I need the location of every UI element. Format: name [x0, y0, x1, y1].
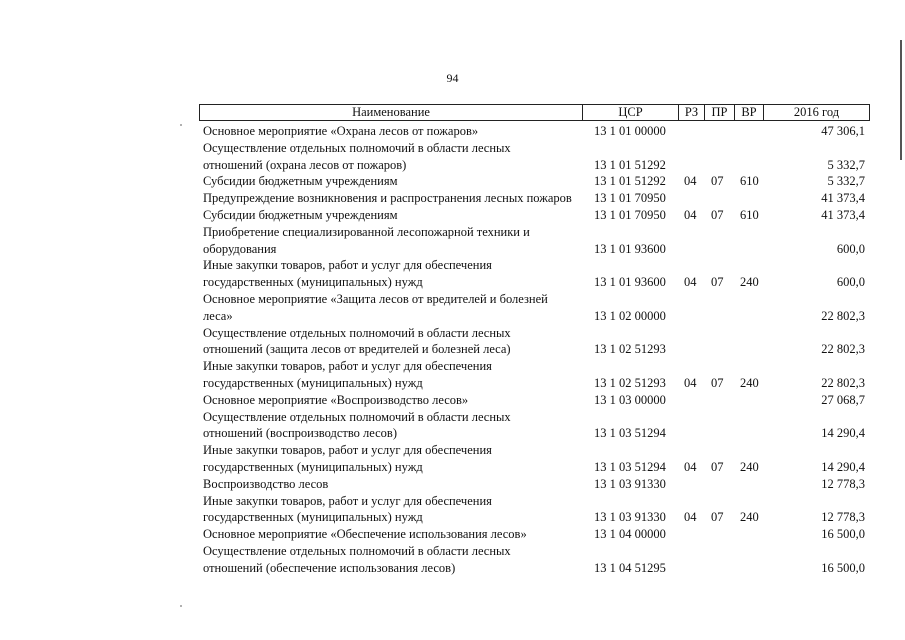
row-amount: 600,0	[836, 241, 865, 256]
row-amount: 27 068,7	[821, 392, 865, 407]
row-rz: 04	[684, 459, 697, 474]
row-amount: 14 290,4	[821, 459, 865, 474]
table-row	[199, 442, 870, 476]
table-row	[199, 291, 870, 325]
table-header	[199, 104, 870, 121]
row-pr: 07	[711, 275, 724, 290]
header-vr: ВР	[735, 105, 764, 120]
row-pr: 07	[711, 510, 724, 525]
table-row	[199, 392, 870, 409]
row-amount: 41 373,4	[821, 207, 865, 222]
row-amount: 16 500,0	[821, 527, 865, 542]
table-row	[199, 140, 870, 174]
row-amount: 12 778,3	[821, 510, 865, 525]
row-pr: 07	[711, 174, 724, 189]
row-amount: 47 306,1	[821, 124, 865, 138]
row-csr: 13 1 04 51295	[594, 560, 666, 575]
row-name: Осуществление отдельных полномочий в области лесных отношений (охрана лесов от пожаров)	[203, 140, 511, 172]
table-row	[199, 224, 870, 258]
row-name: Основное мероприятие «Охрана лесов от пожаров»	[203, 124, 479, 138]
row-csr: 13 1 04 00000	[594, 527, 666, 542]
table-row	[199, 543, 870, 577]
row-vr: 240	[740, 459, 759, 474]
row-vr: 610	[740, 174, 759, 189]
row-vr: 240	[740, 375, 759, 390]
row-name: Основное мероприятие «Воспроизводство лесов»	[203, 392, 469, 407]
row-csr: 13 1 03 91330	[594, 476, 666, 491]
table-row	[199, 123, 870, 140]
header-rz: РЗ	[679, 105, 705, 120]
row-amount: 600,0	[836, 275, 865, 290]
row-rz: 04	[684, 174, 697, 189]
table-row	[199, 493, 870, 527]
table-row	[199, 325, 870, 359]
page-number: 94	[446, 71, 459, 85]
row-name: Воспроизводство лесов	[203, 476, 329, 491]
row-csr: 13 1 01 93600	[594, 275, 666, 290]
row-name: Основное мероприятие «Защита лесов от вредителей и болезней леса»	[203, 291, 548, 323]
row-name: Иные закупки товаров, работ и услуг для обеспечения государственных (муниципальных) нужд	[203, 359, 492, 390]
row-csr: 13 1 03 51294	[594, 426, 666, 441]
table-body	[199, 123, 870, 577]
header-name: Наименование	[200, 105, 583, 120]
header-pr: ПР	[705, 105, 735, 120]
row-name: Осуществление отдельных полномочий в области лесных отношений (защита лесов от вредителей и болезней леса)	[203, 325, 511, 357]
row-amount: 14 290,4	[821, 426, 865, 441]
row-rz: 04	[684, 275, 697, 290]
row-amount: 22 802,3	[821, 342, 865, 357]
row-vr: 240	[740, 275, 759, 290]
table-row	[199, 207, 870, 224]
row-pr: 07	[711, 207, 724, 222]
row-vr: 610	[740, 207, 759, 222]
row-rz: 04	[684, 207, 697, 222]
table-row	[199, 173, 870, 190]
row-amount: 22 802,3	[821, 375, 865, 390]
row-pr: 07	[711, 459, 724, 474]
table-row	[199, 409, 870, 443]
row-csr: 13 1 01 51292	[594, 174, 666, 189]
row-name: Субсидии бюджетным учреждениям	[203, 174, 398, 189]
row-csr: 13 1 01 70950	[594, 191, 666, 206]
row-csr: 13 1 02 51293	[594, 342, 666, 357]
scan-speck	[180, 124, 182, 126]
row-name: Иные закупки товаров, работ и услуг для обеспечения государственных (муниципальных) нужд	[203, 258, 492, 290]
row-amount: 5 332,7	[827, 174, 865, 189]
table-row	[199, 190, 870, 207]
row-amount: 12 778,3	[821, 476, 865, 491]
row-name: Основное мероприятие «Обеспечение использования лесов»	[203, 527, 527, 542]
row-pr: 07	[711, 375, 724, 390]
row-csr: 13 1 01 00000	[594, 124, 666, 138]
table-row	[199, 526, 870, 543]
row-name: Приобретение специализированной лесопожарной техники и оборудования	[203, 224, 530, 256]
scan-edge-mark	[900, 40, 902, 160]
row-vr: 240	[740, 510, 759, 525]
row-csr: 13 1 02 51293	[594, 375, 666, 390]
row-csr: 13 1 01 70950	[594, 207, 666, 222]
table-row	[199, 257, 870, 291]
row-csr: 13 1 02 00000	[594, 308, 666, 323]
row-rz: 04	[684, 510, 697, 525]
row-amount: 16 500,0	[821, 560, 865, 575]
row-csr: 13 1 01 93600	[594, 241, 666, 256]
header-csr: ЦСР	[583, 105, 679, 120]
row-rz: 04	[684, 375, 697, 390]
table-row	[199, 358, 870, 392]
row-amount: 22 802,3	[821, 308, 865, 323]
row-name: Осуществление отдельных полномочий в области лесных отношений (обеспечение использования лесов)	[203, 543, 511, 575]
row-name: Иные закупки товаров, работ и услуг для обеспечения государственных (муниципальных) нужд	[203, 493, 492, 525]
header-year: 2016 год	[793, 105, 840, 119]
row-amount: 5 332,7	[827, 157, 865, 172]
row-amount: 41 373,4	[821, 191, 865, 206]
row-name: Субсидии бюджетным учреждениям	[203, 207, 398, 222]
row-csr: 13 1 03 00000	[594, 392, 666, 407]
table-row	[199, 476, 870, 493]
row-csr: 13 1 03 51294	[594, 459, 666, 474]
row-name: Предупреждение возникновения и распространения лесных пожаров	[203, 191, 572, 206]
row-name: Осуществление отдельных полномочий в области лесных отношений (воспроизводство лесов)	[203, 409, 511, 441]
row-csr: 13 1 01 51292	[594, 157, 666, 172]
row-name: Иные закупки товаров, работ и услуг для обеспечения государственных (муниципальных) нужд	[203, 443, 492, 474]
scan-speck	[180, 605, 182, 607]
row-csr: 13 1 03 91330	[594, 510, 666, 525]
